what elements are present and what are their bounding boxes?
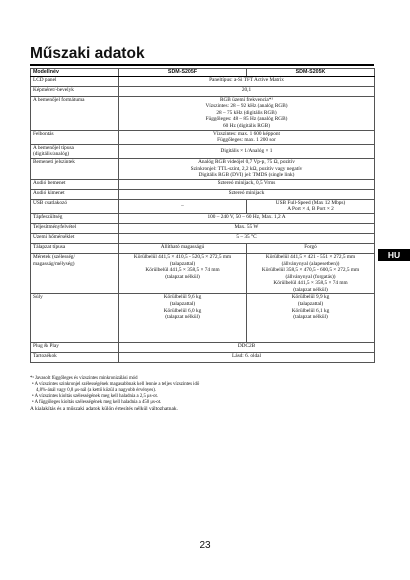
value-line: Körülbelül 9,9 kg [291,294,330,301]
value-line: Függőleges: 48 – 85 Hz (analóg RGB) [205,116,288,123]
row-label: Üzemi hőmérséklet [31,233,119,243]
row-label: Audió bemenet [31,179,119,189]
row-value: Sztereó minijack, 0,5 Vrms [119,179,375,189]
row-value-f: – [119,199,247,213]
table-row [31,223,375,233]
value-line: Körülbelül 9,6 kg [163,294,202,301]
table-row [31,158,375,179]
row-label: Audió kimenet [31,189,119,199]
value-line: Vízszintes: 28 – 92 kHz (analóg RGB) [205,103,288,110]
value-line: Körülbelül 441,5 × 358,5 × 74 mm [145,267,220,274]
value-line: (talapzat nélkül) [293,286,328,293]
row-value-f-multiline [119,294,247,343]
label-line: Méretek (szélesség/ [33,253,75,260]
value-line: Digitális RGB (DVI) jel: TMDS (single link) [198,172,295,179]
row-value: Max. 55 W [119,223,375,233]
value-line: Szinkronjel: TTL-szint, 2,2 kΩ, pozitív vagy negatív [190,165,303,172]
table-row [31,96,375,130]
label-line: magasság/mélység) [33,260,75,267]
row-label-multiline [31,144,119,158]
page-title: Műszaki adatok [30,45,145,62]
row-value-multiline [119,130,375,144]
row-value: Sztereó minijack [119,189,375,199]
row-value-k-multiline [247,294,375,343]
footnote-marker: *¹ Javasolt függőleges és vízszintes minkronizálási mód [30,376,138,381]
value-line: USB Full-Speed (Max 12 Mbps) [275,199,346,206]
spec-table [30,68,375,363]
value-line: (talapzat nélkül) [165,273,200,280]
title-rule [30,64,374,66]
row-label: Súly [31,294,119,343]
value-line: Körülbelül 441,5 × 410,5 - 520,5 × 272,5 mm [133,253,232,260]
row-value: Digitális × 1/Analóg × 1 [119,144,375,158]
value-line: Körülbelül 6,0 kg [163,307,202,314]
footnote-text: A függőleges kioltás szélességének meg kell haladnia a 450 μs-ot. [34,400,162,405]
row-value-f: Állítható magasságú [119,243,247,253]
row-value-k-multiline [247,253,375,294]
header-col-f: SDM-S205F [119,69,247,77]
value-line: (talapzattal) [169,301,196,308]
row-label: LCD panel [31,76,119,86]
table-row [31,243,375,253]
row-label: Tartozékok [31,353,119,363]
row-label-multiline [31,253,119,294]
value-line: Körülbelül 358,5 × 470,5 - 600,5 × 272,5 mm [261,267,360,274]
footnote-bullet: • A vízszintes szinkronjel szélességének magasabbnak kell lennie a teljes vízszintes idő 4,8%-ánál vagy 0,8 μs-nál (a kettő közül a nagyobb érvényes). [32,382,200,393]
value-line: (talapzattal) [297,301,324,308]
row-label: Plug & Play [31,343,119,353]
value-line: (talapzat nélkül) [293,314,328,321]
row-label: Tálapzat típusa [31,243,119,253]
row-value: Paneltípus: a-Si TFT Active Matrix [119,76,375,86]
table-row [31,179,375,189]
row-label: Képméret/-bevelyk [31,86,119,96]
value-line: Körülbelül 441,5 × 358,5 × 74 mm [273,280,348,287]
value-line: Analóg RGB videójel 0,7 Vp-p, 75 Ω, pozitív [198,158,295,165]
value-line: (talapzat nélkül) [165,314,200,321]
row-value-k-multiline [247,199,375,213]
value-line: Függőleges: max. 1 200 sor [217,137,276,144]
row-value: Lásd: 6. oldal [119,353,375,363]
table-row [31,253,375,294]
change-notice: A kialakítás és a műszaki adatok külön értesítés nélkül változhatnak. [30,406,178,412]
row-value: 5 – 35 °C [119,233,375,243]
row-value-k: Forgó [247,243,375,253]
row-value-f-multiline [119,253,247,294]
table-header-row [31,69,375,77]
table-row [31,199,375,213]
value-line: RGB üzemi frekvencia*¹ [219,96,274,103]
value-line: Körülbelül 441,5 × 421 - 551 × 272,5 mm [265,253,356,260]
footnote-text: A vízszintes kioltás szélességének meg kell haladnia a 2,5 μs-ot. [34,394,159,399]
table-row [31,233,375,243]
table-row [31,213,375,223]
value-line: 60 Hz (digitális RGB) [223,122,270,129]
value-line: Vízszintes: max. 1 600 képpont [213,130,280,137]
row-label: Tápfeszültség [31,213,119,223]
row-label: Teljesítményfelvétel [31,223,119,233]
table-row [31,144,375,158]
row-label: USB csatlakozó [31,199,119,213]
footnote-bullet: • A függőleges kioltás szélességének meg kell haladnia a 450 μs-ot. [32,400,162,405]
table-row [31,343,375,353]
header-model-label: Modellnév [31,69,119,77]
value-line: Körülbelül 6,1 kg [291,307,330,314]
row-value: 100 – 240 V, 50 – 60 Hz, Max. 1,2 A [119,213,375,223]
row-label: Felbontás [31,130,119,144]
table-row [31,76,375,86]
table-row [31,353,375,363]
page-number: 23 [199,540,211,551]
footnote-bullet: • A vízszintes kioltás szélességének meg kell haladnia a 2,5 μs-ot. [32,394,159,399]
label-line: A bemenőjel típusa [33,144,74,151]
table-row [31,189,375,199]
row-value-multiline [119,96,375,130]
row-label: Bemeneti jelszintek [31,158,119,179]
language-tab-hu: HU [378,249,410,261]
table-row [31,130,375,144]
footnote-text: A vízszintes szinkronjel szélességének magasabbnak kell lennie a teljes vízszintes idő 4,8%-ánál vagy 0,8 μs-nál (a kettő közül a nagyobb érvényes). [34,382,200,393]
table-row [31,86,375,96]
row-value-multiline [119,158,375,179]
value-line: 28 – 75 kHz (digitális RGB) [216,109,277,116]
label-line: (digitális/analóg) [33,151,70,158]
value-line: (állványnyal (alapesetben)) [281,260,340,267]
table-row [31,294,375,343]
row-value: 20,1 [119,86,375,96]
header-col-k: SDM-S205K [247,69,375,77]
footnotes [30,376,200,406]
value-line: (talapzattal) [169,260,196,267]
value-line: (állványnyal (forgatás)) [285,273,336,280]
row-label: A bemenőjel formátuma [31,96,119,130]
value-line: A Port × 4, B Port × 2 [287,206,334,213]
row-value: DDC2B [119,343,375,353]
